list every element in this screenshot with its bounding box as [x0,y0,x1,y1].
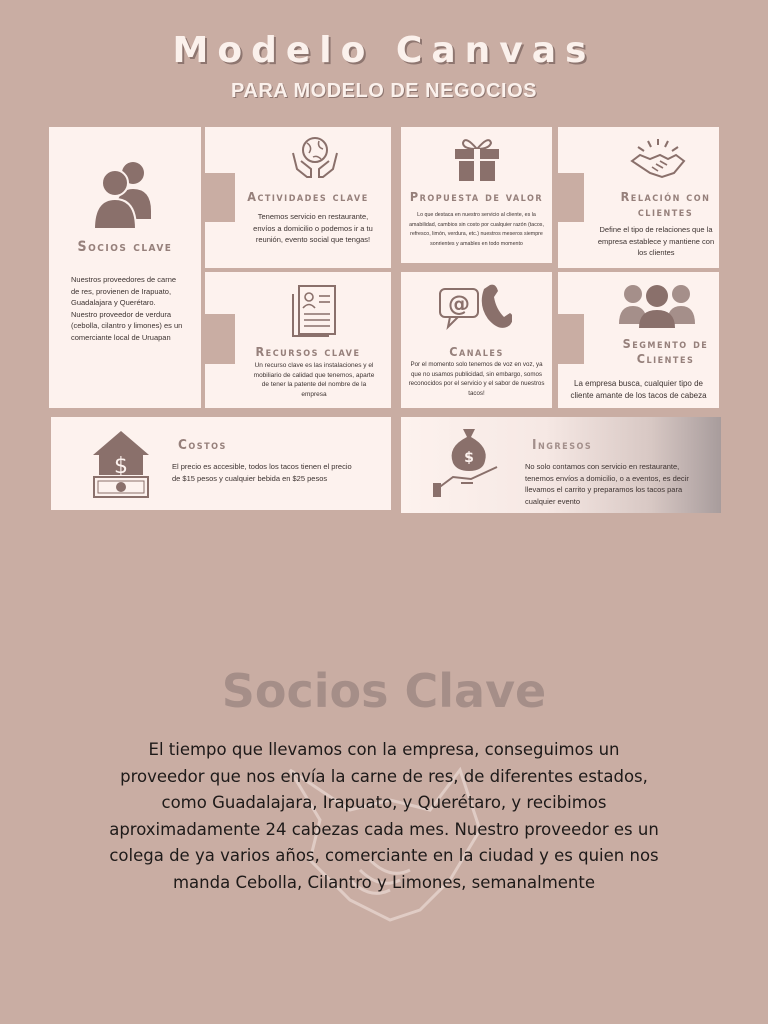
canales-heading: Canales [449,344,504,359]
ingresos-card [401,417,721,513]
section-heading: Socios Clave [221,664,547,718]
costos-text: El precio es accesible, todos los tacos tienen el precio de $15 pesos y cualquier bebida en $25 pesos [172,462,352,483]
recursos-clave-text: Un recurso clave es las instalaciones y el mobiliario de calidad que tenemos, aparte de tener la patente del nombre de la empresa [253,362,375,398]
segmento-clientes-text: La empresa busca, cualquier tipo de cliente amante de los tacos de cabeza [570,379,707,400]
page-subtitle: PARA MODELO DE NEGOCIOS [231,80,537,102]
recursos-clave-heading: Recursos clave [255,344,361,359]
relacion-clientes-card [558,127,719,268]
canales-text: Por el momento solo tenemos de voz en voz, ya que no usamos publicidad, sin embargo, somos reconocidos por el servicio y el sabor de nuestros tacos! [408,361,545,397]
money-bag-hand-icon [431,427,501,499]
relacion-clientes-heading: Relación con clientes [620,189,711,219]
page-title: Modelo Canvas [172,30,596,71]
people-icon [93,159,155,231]
socios-clave-text: Nuestros proveedores de carne de res, provienen de Irapuato, Guadalajara y Querétaro. Nuestro proveedor de verdura (cebolla, cilantro y limones) es un comerciante local de Uruapan [71,275,183,342]
actividades-clave-card [205,127,391,268]
actividades-clave-text: Tenemos servicio en restaurante, envíos a domicilio o podemos ir a tu reunión, evento social que tengas! [253,212,373,244]
group-icon [617,280,697,330]
svg-text:$: $ [464,450,474,466]
socios-clave-card [49,127,201,408]
socios-clave-heading: Socios clave [77,239,173,255]
recursos-clave-card [205,272,391,408]
ingresos-text: No solo contamos con servicio en restaurante, tenemos envíos a domicilio, o a eventos, es decir llevamos el carrito y preparamos los tacos para cualquier evento [525,462,689,506]
handshake-icon [630,137,686,181]
ingresos-heading: Ingresos [532,437,593,453]
hands-globe-icon [291,135,339,179]
segmento-clientes-heading: Segmento de Clientes [622,336,709,366]
resume-document-icon [291,284,339,338]
propuesta-valor-heading: Propuesta de valor [409,189,544,204]
section-paragraph: El tiempo que llevamos con la empresa, conseguimos un proveedor que nos envía la carne de res, de diferentes estados, como Guadalajara, Irapuato, y Querétaro, y recibimos aproximadamente 24 cabezas cada mes. Nuestro proveedor es un colega de ya varios años, comerciante en la ciudad y es quien nos manda Cebolla, Cilantro y Limones, semanalmente [109,740,659,892]
svg-text:$: $ [114,454,128,479]
costos-heading: Costos [178,437,227,453]
phone-email-icon [438,281,512,337]
actividades-clave-heading: Actividades clave [247,189,369,204]
costos-card [51,417,391,510]
propuesta-valor-text: Lo que destaca en nuestro servicio al cliente, es la amabilidad, cambios sin costo por cualquier razón (tacos, refresco, limón, verdura, etc.) nuestros meseros siempre sonrientes y amables en todo momento [409,212,544,247]
gift-icon [453,135,501,183]
segmento-clientes-card [558,272,719,408]
dollar-house-icon [91,429,151,499]
svg-text:@: @ [448,292,470,317]
relacion-clientes-text: Define el tipo de relaciones que la empresa establece y mantiene con los clientes [597,225,715,257]
propuesta-valor-card [401,127,552,263]
canales-card [401,272,552,408]
